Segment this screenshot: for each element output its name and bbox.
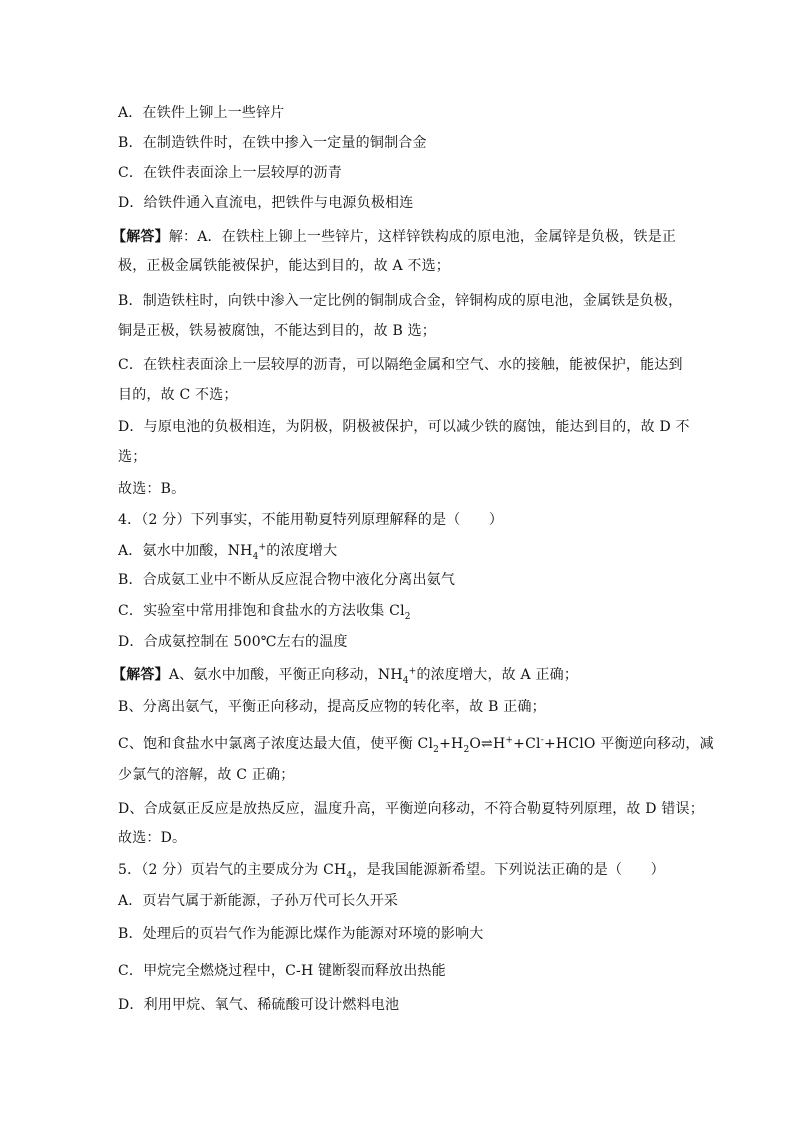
q5-stem — [118, 861, 665, 879]
q4-ans3-sup2: - — [540, 735, 544, 746]
q4-option-a-sub: 4 — [252, 551, 259, 562]
q5-stem-pre: 5．（2 分）页岩气的主要成分为 CH — [118, 862, 347, 878]
q3-option-a: A．在铁件上铆上一些锌片 — [118, 105, 285, 121]
q5-stem-sub: 4 — [346, 870, 353, 881]
q4-option-c-sub: 2 — [404, 611, 411, 622]
q5-option-d: D．利用甲烷、氧气、稀硫酸可设计燃料电池 — [118, 997, 400, 1013]
q4-option-a — [118, 542, 337, 560]
q4-ans1-sup: + — [408, 666, 417, 677]
q4-option-a-sup: + — [258, 542, 267, 553]
q3-answer-line-3: B．制造铁柱时，向铁中渗入一定比例的铜制成合金，锌铜构成的原电池，金属铁是负极， — [118, 293, 683, 309]
q4-ans3-b: +H — [439, 736, 464, 752]
q3-answer-line-5: C．在铁柱表面涂上一层较厚的沥青，可以隔绝金属和空气、水的接触，能被保护，能达到 — [118, 357, 683, 373]
q3-answer-line-9: 故选：B。 — [118, 481, 186, 497]
q4-stem: 4．（2 分）下列事实，不能用勒夏特列原理解释的是（ ） — [118, 512, 504, 528]
q4-ans3-d: +Cl — [513, 736, 541, 752]
q4-option-a-pre: A．氨水中加酸，NH — [118, 543, 253, 559]
q4-answer-line-2: B、分离出氨气，平衡正向移动，提高反应物的转化率，故 B 正确； — [118, 699, 546, 715]
q3-option-c: C．在铁件表面涂上一层较厚的沥青 — [118, 165, 342, 181]
q4-answer-line-5: D、合成氨正反应是放热反应，温度升高，平衡逆向移动，不符合勒夏特列原理，故 D 错误； — [118, 801, 704, 817]
q4-ans1-pre: A、氨水中加酸，平衡正向移动，NH — [168, 667, 403, 683]
q3-option-d: D．给铁件通入直流电，把铁件与电源负极相连 — [118, 195, 414, 211]
answer-tag: 【解答】 — [112, 667, 169, 683]
q4-ans3-sup1: + — [505, 735, 514, 746]
q4-answer-line-3 — [118, 735, 714, 753]
q3-answer-line-6: 目的，故 C 不选； — [118, 387, 238, 403]
q3-answer-line-2: 极，正极金属铁能被保护，能达到目的，故 A 不选； — [118, 258, 451, 274]
q5-option-c: C．甲烷完全燃烧过程中，C-H 键断裂而释放出热能 — [118, 963, 446, 979]
q4-ans1-sub: 4 — [402, 675, 409, 686]
q5-option-a: A．页岩气属于新能源，子孙万代可长久开采 — [118, 893, 399, 909]
answer-tag: 【解答】 — [112, 229, 169, 245]
q4-answer-line-4: 少氯气的溶解，故 C 正确； — [118, 767, 295, 783]
q4-option-a-post: 的浓度增大 — [266, 543, 338, 559]
q3-answer-line-1 — [112, 228, 676, 246]
q4-answer-line-6: 故选：D。 — [118, 830, 187, 846]
q4-answer-line-1 — [112, 666, 578, 684]
q5-stem-post: ，是我国能源新希望。下列说法正确的是（ ） — [352, 862, 665, 878]
q4-ans3-e: +HClO 平衡逆向移动，减 — [543, 736, 714, 752]
q4-ans3-c: O⇌H — [469, 736, 506, 752]
q4-option-b: B．合成氨工业中不断从反应混合物中液化分离出氨气 — [118, 572, 456, 588]
q4-ans3-sub2: 2 — [463, 744, 470, 755]
q4-option-c-pre: C．实验室中常用排饱和食盐水的方法收集 Cl — [118, 603, 405, 619]
q3-option-b: B．在制造铁件时，在铁中掺入一定量的铜制合金 — [118, 135, 427, 151]
q4-option-d: D．合成氨控制在 500℃左右的温度 — [118, 634, 348, 650]
q4-ans1-post: 的浓度增大，故 A 正确； — [416, 667, 579, 683]
q3-answer-line-7: D．与原电池的负极相连，为阴极，阴极被保护，可以减少铁的腐蚀，能达到目的，故 D 不 — [118, 419, 690, 435]
q5-option-b: B．处理后的页岩气作为能源比煤作为能源对环境的影响大 — [118, 926, 484, 942]
q3-answer-line-4: 铜是正极，铁易被腐蚀，不能达到目的，故 B 选； — [118, 323, 436, 339]
q3-answer-text: 解：A．在铁柱上铆上一些锌片，这样锌铁构成的原电池，金属锌是负极，铁是正 — [168, 229, 677, 245]
q3-answer-line-8: 选； — [118, 449, 147, 465]
q4-option-c — [118, 602, 411, 620]
q4-ans3-sub1: 2 — [433, 744, 440, 755]
q4-ans3-a: C、饱和食盐水中氯离子浓度达最大值，使平衡 Cl — [118, 736, 434, 752]
